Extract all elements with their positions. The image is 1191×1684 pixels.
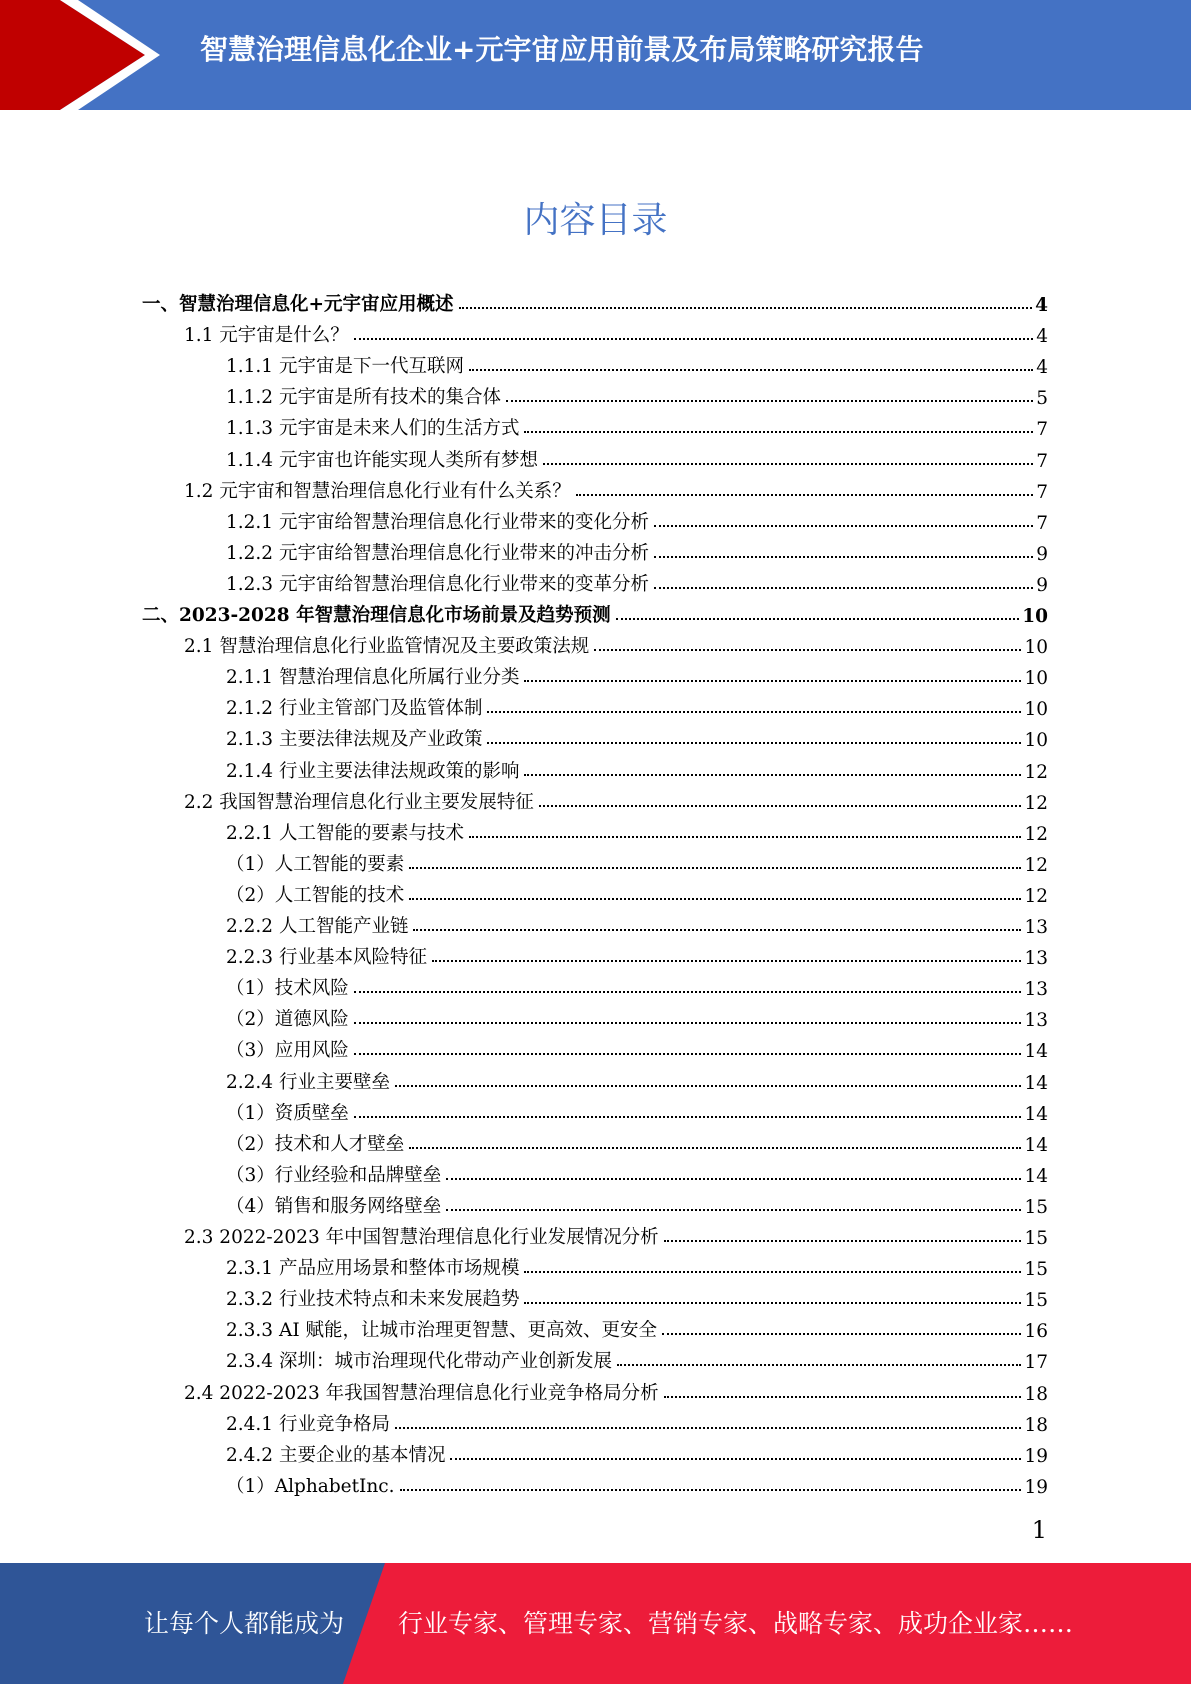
toc-dot-leader — [450, 1458, 1021, 1460]
toc-entry-page: 14 — [1024, 1134, 1048, 1156]
toc-entry[interactable] — [226, 752, 1048, 783]
toc-dot-leader — [354, 1022, 1022, 1024]
toc-dot-leader — [654, 587, 1033, 589]
toc-entry-page: 9 — [1036, 574, 1048, 596]
toc-entry[interactable] — [184, 472, 1048, 503]
toc-entry-page: 15 — [1024, 1228, 1048, 1249]
toc-entry[interactable] — [226, 876, 1048, 907]
toc-entry[interactable] — [226, 907, 1048, 938]
toc-entry-label: 2.1.2 行业主管部门及监管体制 — [226, 698, 483, 720]
toc-entry-label: 1.2.2 元宇宙给智慧治理信息化行业带来的冲击分析 — [226, 542, 649, 564]
toc-dot-leader — [413, 929, 1021, 931]
toc-entry-page: 7 — [1036, 481, 1048, 503]
toc-dot-leader — [446, 1178, 1021, 1180]
toc-entry[interactable] — [226, 347, 1048, 378]
toc-dot-leader — [354, 991, 1022, 993]
toc-entry-label: 2.1.3 主要法律法规及产业政策 — [226, 729, 483, 751]
toc-entry-label: （1）人工智能的要素 — [226, 853, 405, 875]
toc-entry-page: 14 — [1024, 1041, 1048, 1063]
toc-entry-page: 15 — [1024, 1290, 1048, 1312]
footer-slogan-left: 让每个人都能成为 — [144, 1609, 345, 1638]
toc-entry-page: 7 — [1036, 419, 1048, 441]
toc-entry[interactable] — [142, 596, 1048, 627]
toc-dot-leader — [354, 338, 1033, 340]
toc-dot-leader — [400, 1489, 1022, 1491]
toc-entry[interactable] — [226, 1467, 1048, 1498]
toc-dot-leader — [409, 898, 1021, 900]
toc-entry-label: 2.3.1 产品应用场景和整体市场规模 — [226, 1258, 520, 1280]
toc-dot-leader — [594, 649, 1021, 651]
toc-entry[interactable] — [226, 503, 1048, 534]
toc-dot-leader — [662, 1333, 1021, 1335]
toc-entry-page: 13 — [1024, 917, 1048, 938]
toc-entry-label: （1）资质壁垒 — [226, 1102, 349, 1124]
toc-dot-leader — [576, 494, 1033, 496]
toc-dot-leader — [395, 1085, 1021, 1087]
toc-entry-label: （3）行业经验和品牌壁垒 — [226, 1164, 442, 1186]
toc-entry-label: 二、2023-2028 年智慧治理信息化市场前景及趋势预测 — [142, 605, 611, 626]
toc-entry-page: 5 — [1036, 388, 1048, 410]
toc-dot-leader — [506, 400, 1033, 402]
toc-heading: 内容目录 — [523, 200, 668, 241]
toc-entry-label: 2.3 2022-2023 年中国智慧治理信息化行业发展情况分析 — [184, 1227, 659, 1248]
toc-dot-leader — [664, 1240, 1022, 1242]
toc-dot-leader — [616, 618, 1020, 620]
page-footer — [0, 1563, 1191, 1684]
toc-entry-page: 18 — [1024, 1414, 1048, 1436]
toc-entry-label: 2.4 2022-2023 年我国智慧治理信息化行业竞争格局分析 — [184, 1382, 659, 1404]
toc-entry-page: 7 — [1036, 450, 1048, 472]
toc-entry-label: 2.3.4 深圳：城市治理现代化带动产业创新发展 — [226, 1351, 612, 1373]
toc-entry-label: （4）销售和服务网络壁垒 — [226, 1195, 442, 1217]
toc-entry[interactable] — [226, 1342, 1048, 1373]
toc-dot-leader — [459, 307, 1033, 309]
toc-entry[interactable] — [226, 1031, 1048, 1062]
toc-entry-label: 1.2 元宇宙和智慧治理信息化行业有什么关系？ — [184, 480, 571, 502]
toc-entry-label: （2）道德风险 — [226, 1009, 349, 1031]
toc-entry[interactable] — [226, 1187, 1048, 1218]
toc-entry-page: 10 — [1024, 668, 1048, 690]
toc-entry[interactable] — [226, 1063, 1048, 1094]
toc-dot-leader — [617, 1364, 1021, 1366]
toc-entry-page: 12 — [1024, 823, 1048, 845]
toc-dot-leader — [543, 463, 1033, 465]
toc-entry-page: 19 — [1024, 1445, 1048, 1467]
toc-entry[interactable] — [226, 378, 1048, 409]
toc-entry[interactable] — [226, 1094, 1048, 1125]
toc-entry[interactable] — [226, 534, 1048, 565]
toc-entry-label: 2.2.4 行业主要壁垒 — [226, 1071, 390, 1093]
toc-entry[interactable] — [226, 969, 1048, 1000]
toc-entry[interactable] — [226, 1280, 1048, 1311]
toc-entry-page: 15 — [1024, 1196, 1048, 1218]
toc-dot-leader — [409, 867, 1021, 869]
toc-entry[interactable] — [184, 316, 1048, 347]
toc-entry-label: 2.3.2 行业技术特点和未来发展趋势 — [226, 1289, 520, 1311]
toc-dot-leader — [654, 525, 1033, 527]
toc-entry[interactable] — [184, 627, 1048, 658]
toc-entry[interactable] — [226, 1000, 1048, 1031]
toc-dot-leader — [539, 805, 1022, 807]
toc-entry-label: 2.1.1 智慧治理信息化所属行业分类 — [226, 667, 520, 689]
toc-entry[interactable] — [226, 845, 1048, 876]
toc-entry-label: 2.4.1 行业竞争格局 — [226, 1413, 390, 1435]
page-number: 1 — [1031, 1516, 1047, 1544]
toc-dot-leader — [446, 1209, 1021, 1211]
toc-entry-label: 2.2.3 行业基本风险特征 — [226, 947, 427, 969]
toc-entry[interactable] — [142, 285, 1048, 316]
page-header — [0, 0, 1191, 110]
toc-entry-page: 13 — [1024, 1010, 1048, 1032]
toc-entry[interactable] — [226, 1125, 1048, 1156]
toc-entry[interactable] — [226, 1405, 1048, 1436]
toc-dot-leader — [469, 369, 1033, 371]
toc-entry-page: 4 — [1036, 326, 1048, 348]
toc-entry-page: 12 — [1024, 885, 1048, 907]
toc-entry[interactable] — [226, 1311, 1048, 1342]
toc-entry-label: 1.2.3 元宇宙给智慧治理信息化行业带来的变革分析 — [226, 573, 649, 595]
toc-entry[interactable] — [226, 441, 1048, 472]
toc-entry-page: 14 — [1024, 1072, 1048, 1094]
report-title: 智慧治理信息化企业+元宇宙应用前景及布局策略研究报告 — [200, 33, 924, 66]
toc-entry-page: 10 — [1024, 730, 1048, 752]
toc-entry-page: 10 — [1022, 606, 1048, 627]
toc-entry-label: 1.2.1 元宇宙给智慧治理信息化行业带来的变化分析 — [226, 511, 649, 533]
toc-dot-leader — [524, 1271, 1021, 1273]
footer-slogan-right: 行业专家、管理专家、营销专家、战略专家、成功企业家…… — [398, 1609, 1074, 1638]
toc-entry[interactable] — [226, 720, 1048, 751]
toc-entry-label: 2.2 我国智慧治理信息化行业主要发展特征 — [184, 791, 534, 813]
toc-dot-leader — [664, 1396, 1022, 1398]
toc-entry-label: 2.2.2 人工智能产业链 — [226, 916, 409, 937]
toc-entry[interactable] — [184, 1374, 1048, 1405]
toc-entry-label: 2.1 智慧治理信息化行业监管情况及主要政策法规 — [184, 636, 590, 658]
toc-entry-label: （2）技术和人才壁垒 — [226, 1133, 405, 1155]
toc-dot-leader — [395, 1427, 1021, 1429]
toc-dot-leader — [487, 711, 1021, 713]
toc-dot-leader — [524, 774, 1021, 776]
toc-entry-label: 1.1.4 元宇宙也许能实现人类所有梦想 — [226, 449, 538, 471]
toc-entry-page: 13 — [1024, 979, 1048, 1001]
toc-entry[interactable] — [184, 1218, 1048, 1249]
toc-entry[interactable] — [226, 1436, 1048, 1467]
toc-entry-page: 14 — [1024, 1165, 1048, 1187]
toc-entry-page: 15 — [1024, 1259, 1048, 1281]
toc-entry-page: 10 — [1024, 637, 1048, 659]
toc-entry-page: 19 — [1024, 1476, 1048, 1498]
toc-entry-label: 1.1 元宇宙是什么？ — [184, 325, 349, 347]
toc-entry-label: 1.1.2 元宇宙是所有技术的集合体 — [226, 387, 501, 409]
toc-entry[interactable] — [226, 689, 1048, 720]
toc-dot-leader — [654, 556, 1033, 558]
toc-entry[interactable] — [226, 1249, 1048, 1280]
toc-dot-leader — [524, 680, 1021, 682]
toc-entry-label: （1）AlphabetInc. — [226, 1475, 395, 1497]
toc-entry-page: 16 — [1024, 1321, 1048, 1343]
toc-entry-page: 13 — [1024, 948, 1048, 970]
toc-entry-page: 9 — [1036, 543, 1048, 565]
toc-entry[interactable] — [226, 565, 1048, 596]
toc-entry-page: 7 — [1036, 512, 1048, 534]
toc-dot-leader — [409, 1147, 1021, 1149]
toc-entry-page: 12 — [1024, 792, 1048, 814]
toc-entry[interactable] — [226, 658, 1048, 689]
toc-entry-page: 18 — [1024, 1383, 1048, 1405]
toc-dot-leader — [487, 742, 1021, 744]
toc-dot-leader — [354, 1116, 1022, 1118]
toc-entry[interactable] — [226, 814, 1048, 845]
toc-entry-label: 2.4.2 主要企业的基本情况 — [226, 1444, 446, 1466]
toc-entry-label: 1.1.3 元宇宙是未来人们的生活方式 — [226, 418, 520, 440]
toc-entry-label: （2）人工智能的技术 — [226, 884, 405, 906]
toc-entry-page: 12 — [1024, 854, 1048, 876]
toc-dot-leader — [524, 1302, 1021, 1304]
toc-dot-leader — [354, 1053, 1022, 1055]
toc-entry-label: 2.3.3 AI 赋能，让城市治理更智慧、更高效、更安全 — [226, 1320, 658, 1342]
toc-entry-label: 2.1.4 行业主要法律法规政策的影响 — [226, 760, 520, 782]
toc-entry-page: 10 — [1024, 699, 1048, 721]
toc-entry-label: （3）应用风险 — [226, 1040, 349, 1062]
toc-entry-page: 4 — [1036, 357, 1048, 379]
toc-entry-label: 1.1.1 元宇宙是下一代互联网 — [226, 356, 464, 378]
toc-entry-page: 12 — [1024, 761, 1048, 783]
toc-entry[interactable] — [226, 1156, 1048, 1187]
toc-entry[interactable] — [184, 783, 1048, 814]
toc-entry-label: 一、智慧治理信息化+元宇宙应用概述 — [142, 294, 454, 315]
toc-entry-page: 4 — [1035, 295, 1048, 316]
toc-dot-leader — [432, 960, 1021, 962]
toc-dot-leader — [524, 431, 1033, 433]
toc-entry-label: （1）技术风险 — [226, 978, 349, 1000]
toc-entry-page: 17 — [1024, 1352, 1048, 1374]
toc-entry[interactable] — [226, 938, 1048, 969]
toc-entry-label: 2.2.1 人工智能的要素与技术 — [226, 822, 464, 844]
toc-entry-page: 14 — [1024, 1103, 1048, 1125]
toc-entry[interactable] — [226, 409, 1048, 440]
toc-dot-leader — [469, 836, 1021, 838]
